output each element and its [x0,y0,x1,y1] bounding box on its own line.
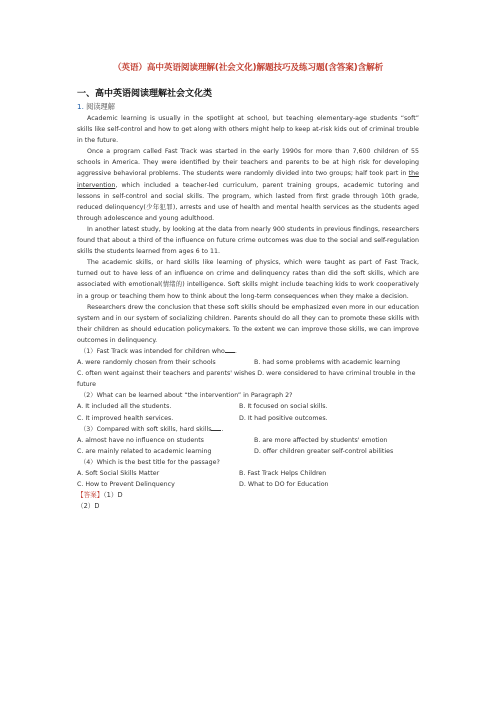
passage-paragraph-4: The academic skills, or hard skills like learning of physics, which were taught as part of Fast Track, turned out to have less of an influence on crime and delinquency rates than did the soft skills, which are associated with emotional(情绪的) intelligence. Soft skills might include teaching kids to work cooperatively in a group or teaching them how to think about the long-term consequences when they make a decision. [77,259,419,300]
question-1-text: （1）Fast Track was intended for children who [80,347,225,355]
option-4b: B. Fast Track Helps Children [239,470,327,477]
option-3d: D. offer children greater self-control abilities [254,447,394,455]
question-3-text: （3）Compared with soft skills, hard skills [80,425,212,433]
question-1-options-row-2: C. often went against their teachers and parents' wishes D. were considered to have criminal trouble in the future [77,370,416,389]
question-1-end: . [234,347,237,355]
option-2a: A. It included all the students. [77,403,172,411]
option-2d: D. It had positive outcomes. [239,414,328,422]
question-3-options-row-2 [77,446,419,457]
option-3b: B. are more affected by students' emotion [254,436,388,444]
option-2c: C. It improved health services. [77,414,174,422]
question-4-stem: （4）Which is the best title for the passage? [80,458,220,466]
answer-blank [225,346,235,353]
option-3a: A. almost have no influence on students [77,436,204,444]
option-1a: A. were randomly chosen from their schools [77,359,216,367]
question-2-options-row-1 [77,401,419,412]
question-1-stem [77,346,422,357]
passage-paragraph-2 [77,146,419,224]
document-title: （英语）高中英语阅读理解(社会文化)解题技巧及练习题(含答案)含解析 [112,63,384,73]
answer-line-1 [77,490,496,501]
question-header [77,101,496,112]
paragraph-2-part-2: , which included a teacher-led curriculum, parent training groups, academic tutoring and lessons in self-control and social skills. The program, which lasted from first grade through 10th grade, reduced delinquency(少年犯罪), arrests and use of health and mental health services as the students aged through adolescence and young adulthood. [77,181,419,222]
passage-paragraph-3: In another latest study, by looking at the data from nearly 900 students in previous findings, researchers found that about a third of the influence on future crime outcomes was due to the social and self-regulation skills the students learned from ages 6 to 11. [77,225,419,256]
question-4-options-row-2 [77,479,419,490]
option-3c: C. are mainly related to academic learning [77,447,212,455]
paragraph-2-part-1: Once a program called Fast Track was started in the early 1990s for more than 7,600 children of 55 schools in America. They were identified by their teachers and parents to be at high risk for developing aggressive behavioral problems. The students were randomly divided into two groups; half took part in [77,148,419,178]
answer-blank [211,424,224,433]
question-2-stem: （2）What can be learned about “the intervention” in Paragraph 2? [80,392,293,400]
answer-tag: 【答案】 [77,491,104,500]
section-heading: 一、高中英语阅读理解社会文化类 [77,89,213,99]
question-3-options-row-1 [77,435,419,446]
option-1b: B. had some problems with academic learning [254,359,401,367]
question-4-options-row-1 [77,468,419,479]
option-4a: A. Soft Social Skills Matter [77,470,160,477]
question-number: 1. [77,102,84,111]
passage-paragraph-1: Academic learning is usually in the spotlight at school, but teaching elementary-age students “soft” skills like self-control and how to get along with others might help to keep at-risk kids out of criminal trouble in the future. [77,115,419,145]
option-2b: B. It focused on social skills. [239,403,328,411]
answer-line-2: （2）D [77,502,100,511]
question-label: 阅读理解 [86,102,115,111]
option-4d: D. What to DO for Education [239,481,329,489]
question-3-stem [77,424,422,435]
underlined-phrase: the intervention [77,170,419,189]
question-3-end: . [221,425,224,433]
passage-paragraph-5: Researchers drew the conclusion that these soft skills should be emphasized even more in our education system and in our system of socializing children. Parents should do all they can to promote these skills with their children as should education policymakers. To the extent we can improve those skills, we can improve outcomes in delinquency. [77,303,419,344]
question-2-options-row-2 [77,413,419,424]
option-4c: C. How to Prevent Delinquency [77,481,175,489]
question-1-options-row-1 [77,357,419,368]
answer-1: （1）D [103,491,123,500]
